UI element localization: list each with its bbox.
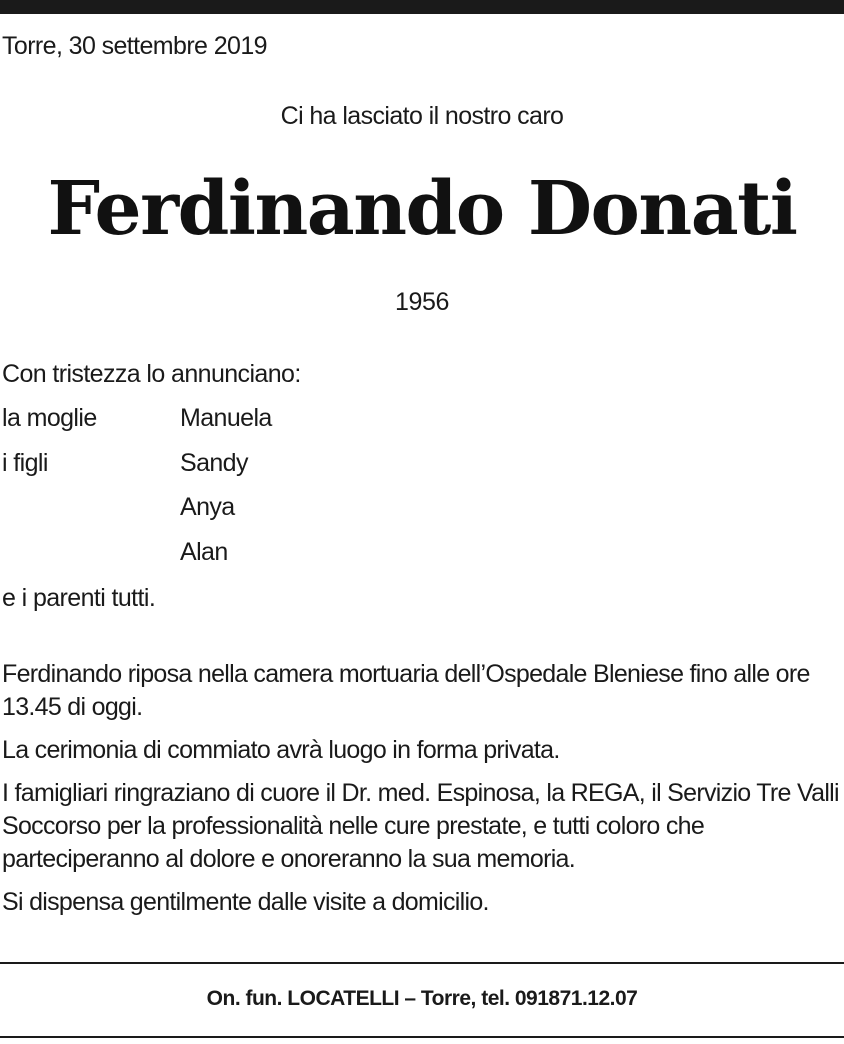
- family-row: [2, 538, 272, 583]
- family-relation: i figli: [2, 448, 48, 477]
- family-relation: [2, 538, 180, 583]
- birth-year: 1956: [394, 288, 449, 316]
- family-member-name: Manuela: [180, 404, 272, 432]
- family-relation: la moglie: [2, 404, 97, 432]
- footer-top-rule: [0, 962, 844, 964]
- announcement-closing: e i parenti tutti.: [2, 584, 156, 612]
- family-member-name: Sandy: [180, 448, 248, 477]
- announcement-lead: Con tristezza lo annunciano:: [2, 360, 301, 388]
- body-paragraph: I famigliari ringraziano di cuore il Dr. med. Espinosa, la REGA, il Servizio Tre Valli Soccorso per la professionalità nelle cure prestate, e tutti coloro che parteciperanno al dolore e onoreranno la sua memoria.: [2, 779, 839, 873]
- family-row: [2, 449, 272, 494]
- place-date: Torre, 30 settembre 2019: [2, 32, 267, 60]
- body-paragraph: Si dispensa gentilmente dalle visite a domicilio.: [2, 888, 489, 916]
- notice-body: [2, 658, 842, 929]
- family-list: [2, 404, 272, 582]
- intro-line: Ci ha lasciato il nostro caro: [280, 102, 564, 130]
- body-paragraph: La cerimonia di commiato avrà luogo in forma privata.: [2, 736, 560, 764]
- family-row: [2, 493, 272, 538]
- family-member-name: Anya: [180, 493, 235, 521]
- top-rule: [0, 0, 844, 14]
- deceased-name: Ferdinando Donati: [47, 166, 797, 252]
- family-row: [2, 404, 272, 449]
- footer-bottom-rule: [0, 1036, 844, 1038]
- funeral-home-footer: On. fun. LOCATELLI – Torre, tel. 091871.12.07: [206, 987, 638, 1010]
- family-member-name: Alan: [180, 537, 228, 566]
- family-relation: [2, 493, 180, 538]
- body-paragraph: Ferdinando riposa nella camera mortuaria dell’Ospedale Bleniese fino alle ore 13.45 di oggi.: [2, 660, 810, 721]
